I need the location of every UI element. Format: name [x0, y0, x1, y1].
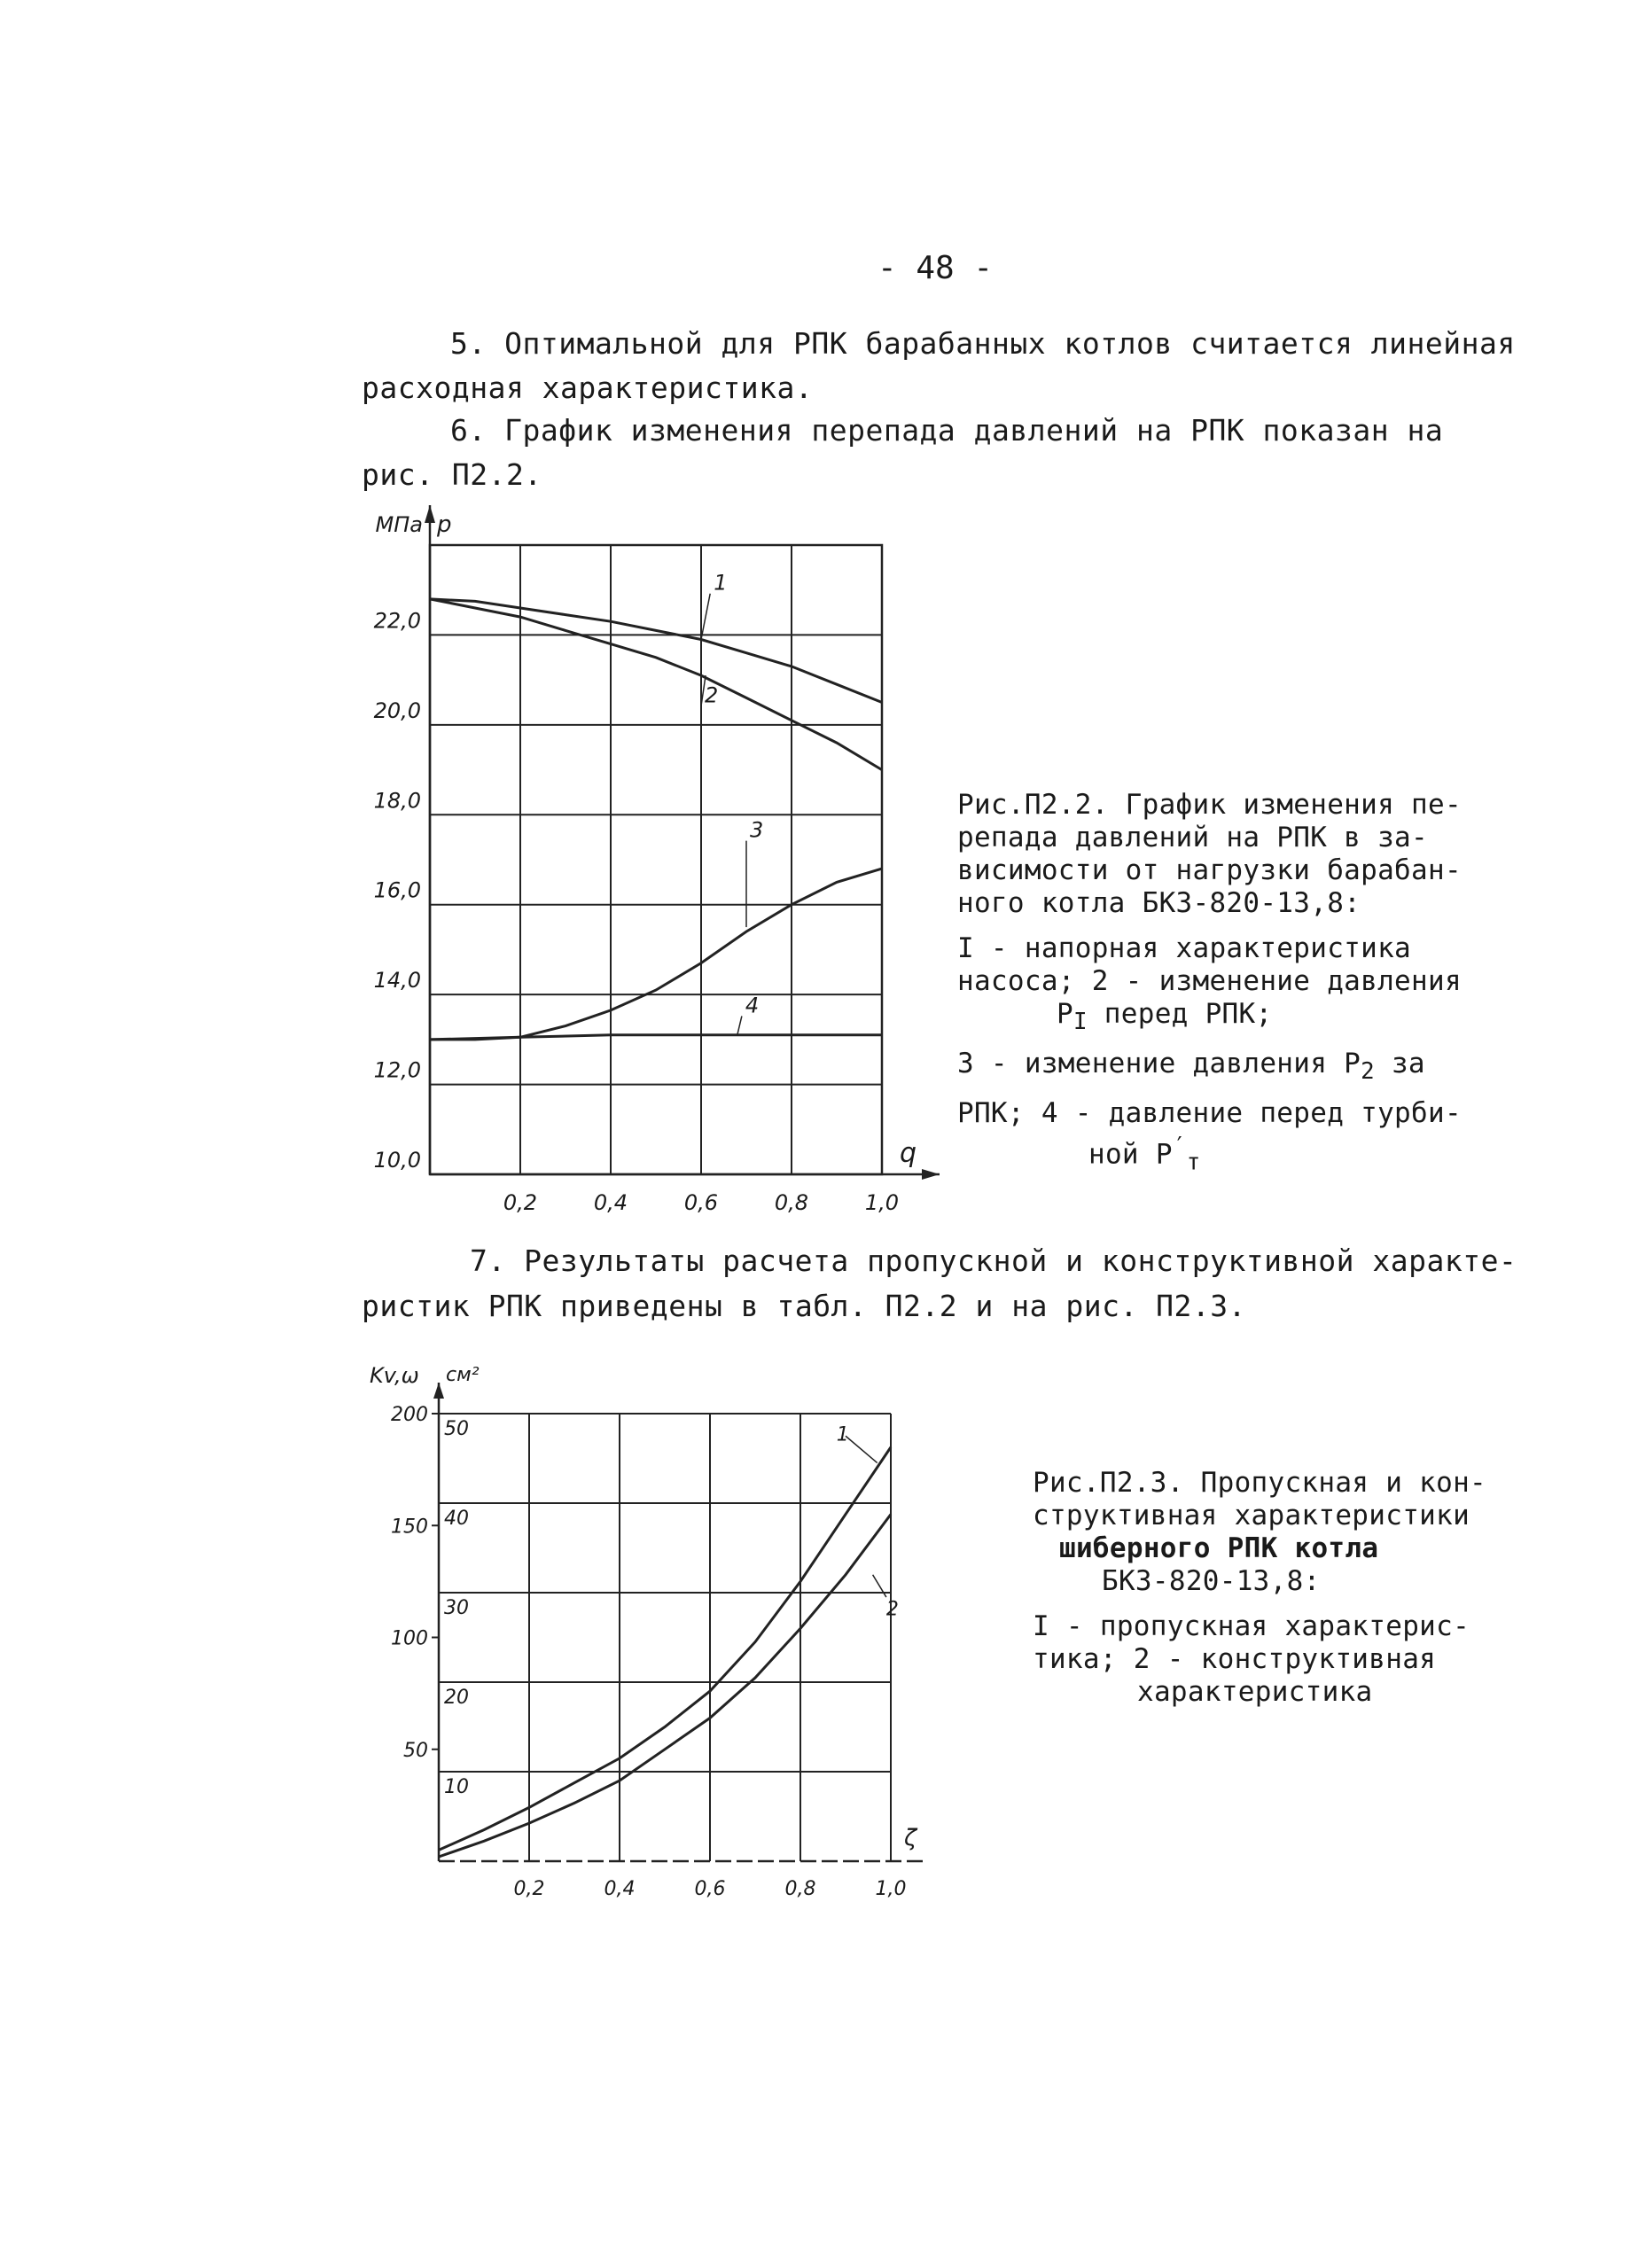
- y-tick-label: 100: [391, 1627, 428, 1650]
- y-axis-arrow: [433, 1383, 444, 1399]
- x-tick-label: 0,2: [513, 1878, 545, 1900]
- series-number-label: 4: [745, 993, 760, 1018]
- series-leader-line: [701, 594, 710, 640]
- caption-legend-text: за: [1391, 1048, 1425, 1080]
- caption-title-line: Рис.П2.2. График изменения пе-: [957, 789, 1462, 821]
- pressure-drop-chart: [355, 505, 993, 1232]
- figure-p2-3-caption: [1033, 1467, 1486, 1709]
- x-axis-label: ζ: [904, 1825, 917, 1851]
- y-inner-tick-label: 10: [444, 1776, 469, 1798]
- caption-title-line: репада давлений на РПК в за-: [957, 822, 1428, 853]
- y-inner-tick-label: 50: [444, 1418, 469, 1440]
- series-line-2: [439, 1515, 891, 1857]
- y-tick-label: 16,0: [373, 877, 421, 903]
- paragraph-6-line-2: рис. П2.2.: [362, 457, 542, 492]
- series-number-label: 3: [750, 817, 764, 843]
- caption-prime: ′: [1172, 1133, 1187, 1160]
- caption-subscript: 2: [1361, 1058, 1375, 1086]
- series-number-label: 2: [705, 682, 719, 708]
- caption-title-line: БКЗ-820-13,8:: [1102, 1565, 1321, 1597]
- y-axis-label: Kv,ω: [370, 1363, 419, 1388]
- paragraph-6-line-1: 6. График изменения перепада давлений на РПК показан на: [450, 413, 1444, 448]
- series-number-label: 1: [836, 1423, 849, 1446]
- caption-title-line: Рис.П2.3. Пропускная и кон-: [1033, 1467, 1487, 1499]
- y-axis-label: p: [437, 511, 452, 538]
- x-tick-label: 0,2: [503, 1190, 538, 1215]
- series-line-3: [430, 869, 882, 1040]
- caption-subscript: т: [1186, 1149, 1201, 1176]
- y-tick-label: 22,0: [373, 608, 421, 634]
- x-tick-label: 0,4: [604, 1878, 636, 1900]
- series-number-label: 1: [714, 570, 728, 596]
- flow-characteristic-chart: [355, 1356, 975, 1923]
- series-line-4: [430, 1035, 882, 1040]
- x-tick-label: 0,8: [774, 1190, 809, 1215]
- series-line-1: [430, 599, 882, 703]
- plot-frame: [430, 545, 882, 1174]
- x-tick-label: 1,0: [875, 1878, 907, 1900]
- caption-title-line: висимости от нагрузки барабан-: [957, 854, 1462, 886]
- y-tick-label: 12,0: [373, 1057, 421, 1083]
- caption-legend-line: I - пропускная характерис-: [1033, 1610, 1470, 1642]
- page-number: - 48 -: [878, 250, 994, 286]
- y-inner-tick-label: 40: [444, 1508, 469, 1530]
- y-tick-label: 14,0: [373, 968, 421, 994]
- y-unit-label: МПа: [375, 512, 423, 537]
- series-line-2: [430, 599, 882, 770]
- y-axis-arrow: [425, 505, 435, 523]
- y-tick-label: 150: [391, 1516, 428, 1539]
- y-tick-label: 200: [391, 1404, 428, 1426]
- series-line-1: [439, 1447, 891, 1850]
- paragraph-7-line-1: 7. Результаты расчета пропускной и конструктивной характе-: [470, 1243, 1517, 1278]
- caption-subscript: I: [1072, 1009, 1088, 1036]
- x-tick-label: 0,4: [593, 1190, 628, 1215]
- caption-legend-line: I - напорная характеристика: [957, 932, 1412, 964]
- caption-title-line: ного котла БКЗ-820-13,8:: [957, 887, 1361, 919]
- caption-title-line: структивная характеристики: [1033, 1500, 1470, 1531]
- series-leader-line: [737, 1016, 742, 1034]
- caption-legend-text: перед РПК;: [1104, 998, 1273, 1030]
- caption-legend-line: насоса; 2 - изменение давления: [957, 965, 1462, 997]
- caption-legend-text: 3 - изменение давления P: [957, 1048, 1361, 1080]
- caption-legend-line: тика; 2 - конструктивная: [1033, 1643, 1437, 1675]
- caption-legend-line: РПК; 4 - давление перед турби-: [957, 1097, 1462, 1130]
- x-tick-label: 0,8: [784, 1878, 816, 1900]
- caption-symbol-p: P: [1057, 998, 1073, 1030]
- series-leader-line: [873, 1575, 886, 1597]
- x-tick-label: 0,6: [683, 1190, 719, 1215]
- y-inner-tick-label: 20: [444, 1687, 469, 1709]
- x-tick-label: 1,0: [864, 1190, 900, 1215]
- paragraph-7-line-2: ристик РПК приведены в табл. П2.2 и на рис. П2.3.: [362, 1289, 1247, 1323]
- x-tick-label: 0,6: [694, 1878, 726, 1900]
- caption-legend-line: характеристика: [1137, 1676, 1373, 1708]
- x-axis-arrow: [922, 1169, 940, 1180]
- y-inner-tick-label: 30: [444, 1597, 469, 1619]
- y-tick-label: 50: [403, 1739, 428, 1762]
- y-tick-label: 18,0: [373, 788, 421, 814]
- series-leader-line: [846, 1436, 878, 1462]
- paragraph-5-line-1: 5. Оптимальной для РПК барабанных котлов считается линейная: [450, 326, 1516, 361]
- y-unit-label: см²: [446, 1364, 480, 1386]
- figure-p2-2-caption: [957, 789, 1462, 1180]
- x-axis-label: q: [900, 1138, 917, 1169]
- y-tick-label: 20,0: [373, 698, 421, 723]
- caption-title-line: шиберного РПК котла: [1059, 1532, 1379, 1564]
- y-tick-label: 10,0: [373, 1148, 421, 1173]
- caption-legend-text: ной P: [1088, 1138, 1173, 1171]
- series-number-label: 2: [885, 1598, 899, 1621]
- paragraph-5-line-2: расходная характеристика.: [362, 370, 814, 405]
